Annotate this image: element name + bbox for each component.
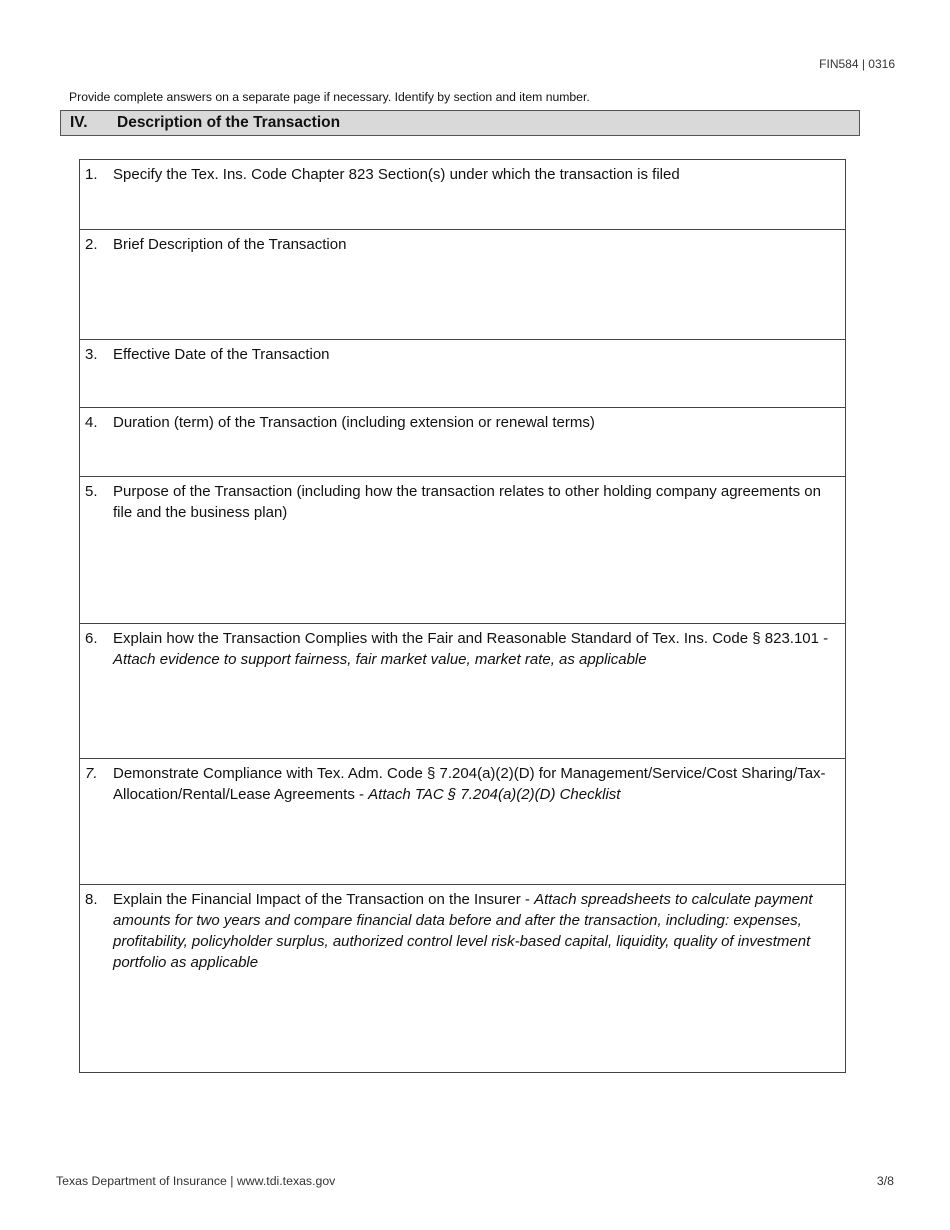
item-text: Brief Description of the Transaction (113, 236, 347, 253)
item-row-1[interactable] (80, 160, 845, 230)
item-row-4[interactable] (80, 408, 845, 477)
item-row-3[interactable] (80, 340, 845, 408)
item-number: 2. (85, 236, 98, 253)
footer-agency: Texas Department of Insurance | www.tdi.texas.gov (56, 1174, 336, 1188)
section-number: IV. (70, 114, 88, 131)
instructions: Provide complete answers on a separate page if necessary. Identify by section and item number. (69, 90, 590, 104)
item-number: 3. (85, 346, 98, 363)
item-text: Explain the Financial Impact of the Transaction on the Insurer - Attach spreadsheets to calculate payment amounts for two years and compare financial data before and after the transaction, including: expenses, profitability, policyholder surplus, authorized control level risk-based capital, liquidity, quality of investment portfolio as applicable (113, 891, 813, 971)
item-number: 8. (85, 891, 98, 908)
item-text: Effective Date of the Transaction (113, 346, 330, 363)
item-row-5[interactable] (80, 477, 845, 624)
item-text: Duration (term) of the Transaction (including extension or renewal terms) (113, 414, 595, 431)
item-number: 5. (85, 483, 98, 500)
item-row-8[interactable] (80, 885, 845, 1072)
item-row-7[interactable] (80, 759, 845, 885)
item-text: Demonstrate Compliance with Tex. Adm. Code § 7.204(a)(2)(D) for Management/Service/Cost Sharing/Tax-Allocation/Rental/Lease Agreements - Attach TAC § 7.204(a)(2)(D) Checklist (113, 765, 826, 803)
page-number: 3/8 (876, 1174, 894, 1188)
item-text: Purpose of the Transaction (including how the transaction relates to other holding company agreements on file and the business plan) (113, 483, 821, 521)
item-text: Explain how the Transaction Complies with the Fair and Reasonable Standard of Tex. Ins. Code § 823.101 - Attach evidence to support fairness, fair market value, market rate, as applicable (113, 630, 829, 668)
form-id: FIN584 | 0316 (819, 57, 895, 71)
item-text: Specify the Tex. Ins. Code Chapter 823 Section(s) under which the transaction is filed (113, 166, 680, 183)
item-number: 6. (85, 630, 98, 647)
item-number: 7. (85, 765, 98, 782)
item-number: 4. (85, 414, 98, 431)
section-title: Description of the Transaction (117, 114, 341, 131)
section-header (60, 110, 860, 136)
item-number: 1. (85, 166, 98, 183)
items-table (79, 159, 846, 1073)
item-row-6[interactable] (80, 624, 845, 759)
item-row-2[interactable] (80, 230, 845, 340)
